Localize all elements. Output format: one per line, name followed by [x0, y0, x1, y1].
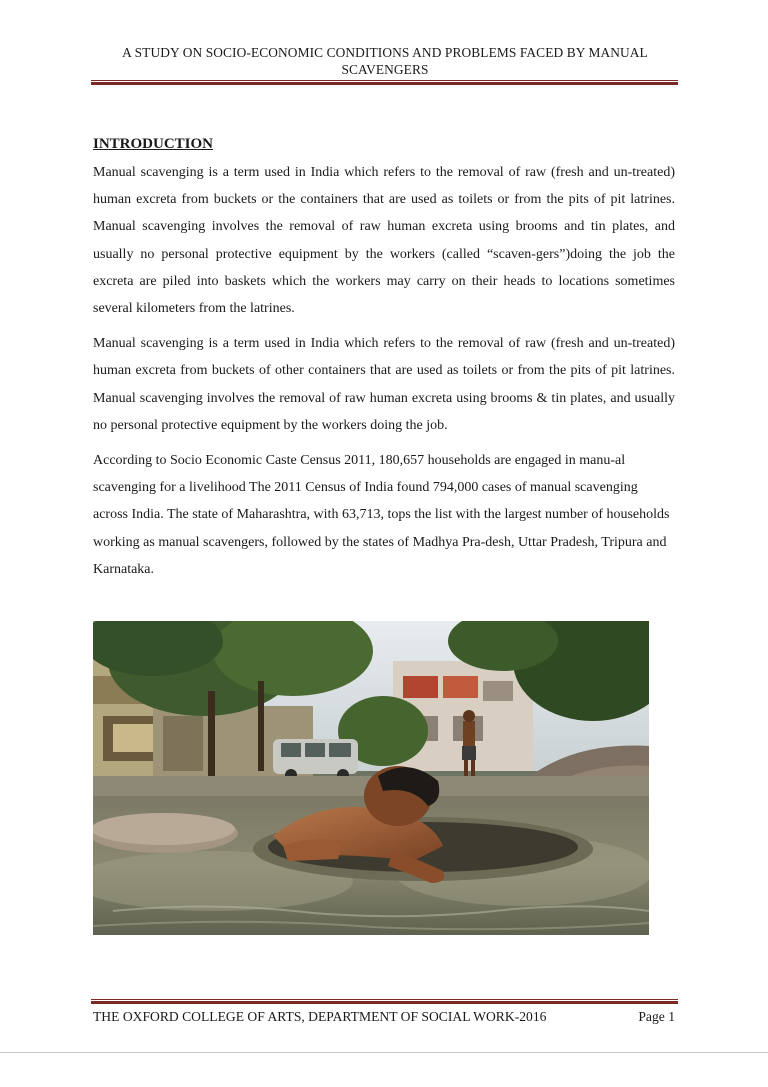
main-content [93, 133, 675, 583]
section-heading: INTRODUCTION [93, 136, 214, 152]
paragraph-2: Manual scavenging is a term used in India which refers to the removal of raw (fresh and un-treated) human excreta from buckets of other containers that are used as toilets or from the pits of pit latrines. Manual scavenging involves the removal of raw human excreta using brooms & tin plates, and usually no personal protective equipment by the workers doing the job. [93, 336, 675, 433]
header-rule-thin [91, 80, 678, 81]
footer-rule-thin [91, 999, 678, 1000]
paragraph-1: Manual scavenging is a term used in India which refers to the removal of raw (fresh and un-treated) human excreta from buckets or the containers that are used as toilets or from the pits of pit latrines. Manual scavenging involves the removal of raw human excreta using brooms and tin plates, and usually no personal protective equipment by the workers (called “scaven-gers”)doing the job the excreta are piled into baskets which the workers may carry on their heads to locations sometimes several kilometers from the latrines. [93, 165, 675, 317]
footer-rule-thick [91, 1001, 678, 1004]
header-rule-thick [91, 82, 678, 85]
footer-institution: THE OXFORD COLLEGE OF ARTS, DEPARTMENT OF SOCIAL WORK-2016 [93, 1009, 547, 1024]
page-bottom-border [0, 1052, 768, 1053]
page-number: Page 1 [638, 1009, 675, 1024]
paragraph-3: According to Socio Economic Caste Census 2011, 180,657 households are engaged in manu-al scavenging for a livelihood The 2011 Census of India found 794,000 cases of manual scavenging across India. The state of Maharashtra, with 63,713, tops the list with the largest number of households working as manual scavengers, followed by the states of Madhya Pra-desh, Uttar Pradesh, Tripura and Karnataka. [93, 453, 670, 577]
running-header-title: A STUDY ON SOCIO-ECONOMIC CONDITIONS AND PROBLEMS FACED BY MANUAL SCAVENGERS [122, 45, 648, 77]
photo-manual-scavenger-in-manhole [93, 621, 649, 935]
